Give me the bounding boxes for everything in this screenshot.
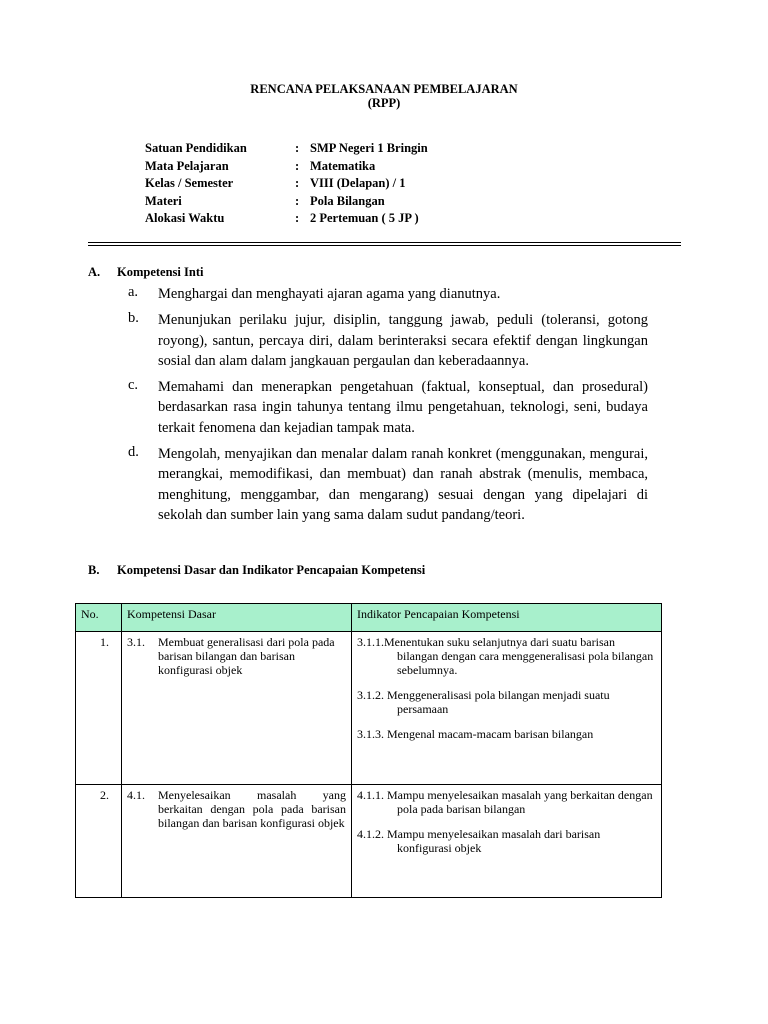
list-text: Memahami dan menerapkan pengetahuan (faktual, konseptual, dan prosedural) berdasarkan rasa ingin tahunya tentang ilmu pengetahuan, teknologi, seni, budaya terkait fenomena dan kejadian tampak mata.: [158, 379, 648, 436]
divider-line: [88, 242, 681, 243]
identity-colon: :: [295, 141, 300, 155]
indicator-cell: [352, 785, 662, 898]
identity-value: VIII (Delapan) / 1: [310, 176, 406, 190]
list-item: [128, 377, 648, 438]
section-b-heading: [88, 563, 425, 578]
table-row: [76, 632, 662, 785]
document-title: RENCANA PELAKSANAAN PEMBELAJARAN: [250, 82, 518, 96]
section-a-heading: [88, 265, 203, 280]
divider-line: [88, 245, 681, 246]
identity-label: Satuan Pendidikan: [145, 141, 247, 155]
identity-value: Matematika: [310, 158, 376, 173]
header-no: No.: [76, 604, 122, 632]
indicator-item: 3.1.1.Menentukan suku selanjutnya dari suatu barisan bilangan dengan cara menggeneralisasi pola bilangan sebelumnya.: [357, 635, 654, 677]
header-basic-competence: Kompetensi Dasar: [122, 604, 352, 632]
indicator-item: 4.1.1. Mampu menyelesaikan masalah yang berkaitan dengan pola pada barisan bilangan: [357, 788, 653, 816]
row-number: 2.: [76, 785, 122, 898]
identity-label: Mata Pelajaran: [145, 158, 229, 173]
basic-competence-cell: [122, 632, 352, 785]
identity-value: Pola Bilangan: [310, 193, 385, 208]
list-marker: a.: [128, 284, 139, 300]
identity-row-school: [145, 141, 428, 159]
kd-text: Membuat generalisasi dari pola pada barisan bilangan dan barisan konfigurasi objek: [158, 635, 335, 677]
list-text: Mengolah, menyajikan dan menalar dalam ranah konkret (menggunakan, mengurai, merangkai, memodifikasi, dan membuat) dan ranah abstrak (menulis, membaca, menghitung, menggambar, dan mengarang) sesuai dengan yang dipelajari di sekolah dan sumber lain yang sama dalam sudut pandang/teori.: [158, 446, 648, 523]
header-indicator: Indikator Pencapaian Kompetensi: [352, 604, 662, 632]
section-letter: B.: [88, 563, 100, 577]
identity-block: [145, 141, 428, 229]
list-marker: c.: [128, 377, 139, 394]
indicator-item: 3.1.3. Mengenal macam-macam barisan bilangan: [357, 727, 594, 741]
identity-row-time: [145, 211, 428, 229]
list-text: Menghargai dan menghayati ajaran agama yang dianutnya.: [158, 286, 501, 302]
section-title: Kompetensi Dasar dan Indikator Pencapaian Kompetensi: [117, 563, 426, 577]
identity-colon: :: [295, 176, 300, 190]
indicator-item: 4.1.2. Mampu menyelesaikan masalah dari barisan konfigurasi objek: [357, 827, 601, 855]
core-competence-list: [128, 284, 648, 531]
list-item: [128, 310, 648, 371]
list-marker: b.: [128, 310, 139, 327]
identity-label: Kelas / Semester: [145, 176, 234, 190]
identity-label: Alokasi Waktu: [145, 211, 225, 225]
list-item: [128, 284, 648, 304]
identity-value: 2 Pertemuan ( 5 JP ): [310, 211, 419, 225]
basic-competence-cell: [122, 785, 352, 898]
section-title: Kompetensi Inti: [117, 265, 204, 279]
table-header-row: [76, 604, 662, 632]
identity-row-class: [145, 176, 428, 194]
list-item: [128, 444, 648, 525]
list-text: Menunjukan perilaku jujur, disiplin, tanggung jawab, peduli (toleransi, gotong royong), santun, percaya diri, dalam berinteraksi secara efektif dengan lingkungan sosial dan alam dalam jangkauan pergaulan dan keberadaannya.: [158, 312, 648, 369]
indicator-cell: [352, 632, 662, 785]
identity-label: Materi: [145, 193, 182, 208]
document-subtitle: (RPP): [367, 96, 401, 110]
section-letter: A.: [88, 265, 101, 279]
table-row: [76, 785, 662, 898]
row-number: 1.: [76, 632, 122, 785]
indicator-item: 3.1.2. Menggeneralisasi pola bilangan menjadi suatu persamaan: [357, 688, 610, 716]
identity-row-material: [145, 194, 428, 212]
identity-row-subject: [145, 159, 428, 177]
identity-colon: :: [295, 158, 300, 173]
competence-table: [75, 603, 662, 898]
list-marker: d.: [128, 444, 139, 461]
identity-colon: :: [295, 211, 300, 225]
kd-number: 3.1.: [127, 635, 145, 649]
kd-text: Menyelesaikan masalah yang berkaitan dengan pola pada barisan bilangan dan barisan konfigurasi objek: [158, 788, 346, 830]
kd-number: 4.1.: [127, 788, 145, 802]
identity-value: SMP Negeri 1 Bringin: [310, 141, 428, 155]
identity-colon: :: [295, 193, 300, 208]
